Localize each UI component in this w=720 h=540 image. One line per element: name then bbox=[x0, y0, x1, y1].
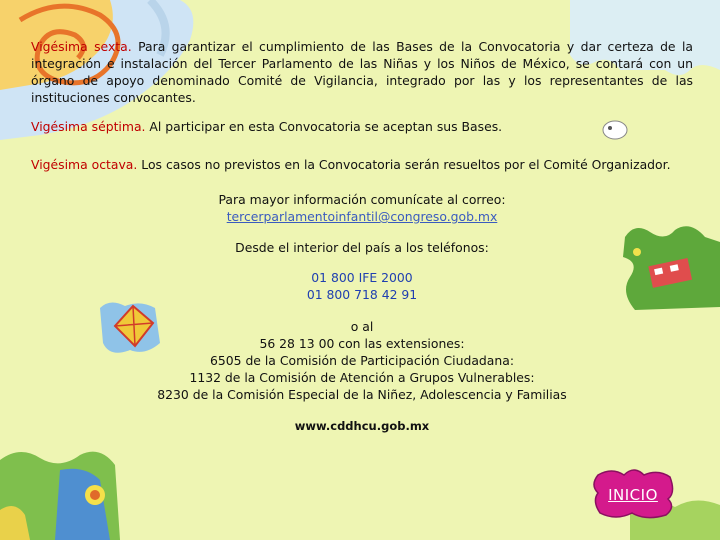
puzzle-pieces-bottom-left bbox=[0, 440, 150, 540]
phones-intro: Desde el interior del país a los teléfonos: bbox=[235, 240, 489, 255]
clause-text: Los casos no previstos en la Convocatoria serán resueltos por el Comité Organizador. bbox=[137, 157, 671, 172]
clause-keyword: Vigésima octava. bbox=[31, 157, 138, 172]
main-content bbox=[31, 38, 693, 435]
clause-vigesima-sexta bbox=[31, 38, 693, 106]
main-phone-line: 56 28 13 00 con las extensiones: bbox=[259, 336, 465, 351]
website-link[interactable]: www.cddhcu.gob.mx bbox=[294, 419, 430, 433]
home-button[interactable] bbox=[592, 467, 674, 519]
clause-vigesima-octava bbox=[31, 156, 693, 173]
clause-text: Al participar en esta Convocatoria se aceptan sus Bases. bbox=[145, 119, 503, 134]
clause-keyword: Vigésima séptima. bbox=[31, 119, 146, 134]
contact-info bbox=[31, 191, 693, 435]
phone-number-2: 01 800 718 42 91 bbox=[306, 287, 418, 302]
extension-1: 6505 de la Comisión de Participación Ciudadana: bbox=[209, 353, 515, 368]
clause-text: Para garantizar el cumplimiento de las Bases de la Convocatoria y dar certeza de la integración e instalación del Tercer Parlamento de las Niñas y los Niños de México, se contará con un órgano de apoyo denominado Comité de Vigilancia, integrado por las y los representantes de las instituciones convocantes. bbox=[31, 39, 693, 105]
phone-number-1: 01 800 IFE 2000 bbox=[311, 270, 413, 285]
email-link[interactable]: tercerparlamentoinfantil@congreso.gob.mx bbox=[226, 209, 498, 224]
extension-2: 1132 de la Comisión de Atención a Grupos Vulnerables: bbox=[189, 370, 535, 385]
email-intro: Para mayor información comunícate al correo: bbox=[218, 192, 506, 207]
clause-keyword: Vigésima sexta. bbox=[31, 39, 132, 54]
or-text: o al bbox=[350, 319, 374, 334]
home-button-label: INICIO bbox=[608, 486, 658, 504]
clause-vigesima-septima bbox=[31, 118, 693, 135]
extension-3: 8230 de la Comisión Especial de la Niñez, Adolescencia y Familias bbox=[157, 387, 567, 402]
